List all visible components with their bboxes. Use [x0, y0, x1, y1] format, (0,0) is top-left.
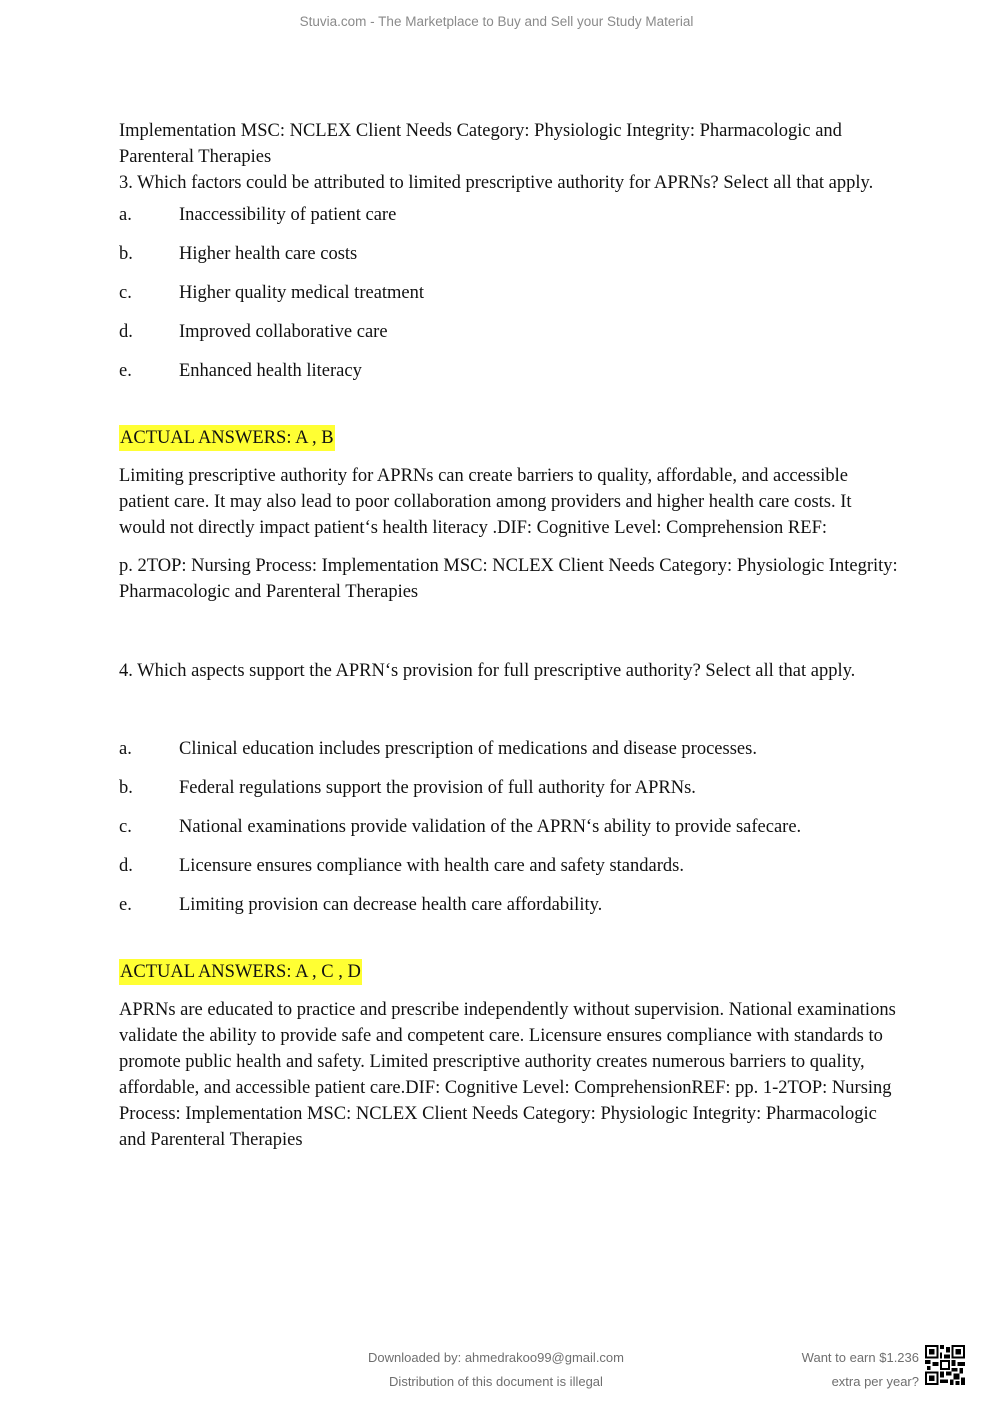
option-letter: d.: [119, 856, 133, 876]
option-letter: b.: [119, 244, 133, 264]
option-text: Improved collaborative care: [179, 322, 388, 342]
footer-center: [296, 1346, 696, 1394]
page-header: Stuvia.com - The Marketplace to Buy and Sell your Study Material: [299, 14, 694, 29]
option-text: Enhanced health literacy: [179, 361, 362, 381]
option-letter: c.: [119, 817, 132, 837]
q3-option-a: [119, 202, 899, 241]
document-body: [119, 118, 899, 1153]
option-text: Clinical education includes prescription of medications and disease processes.: [179, 739, 757, 759]
q2-tail-text: Implementation MSC: NCLEX Client Needs Category: Physiologic Integrity: Pharmacologic and Parenteral Therapies: [119, 121, 842, 167]
option-letter: e.: [119, 895, 132, 915]
earn-promo-line2[interactable]: extra per year?: [831, 1374, 919, 1389]
q4-option-a: [119, 736, 899, 775]
q4-answer-line: [119, 959, 899, 985]
earn-promo-line1[interactable]: Want to earn $1.236: [801, 1350, 919, 1365]
downloaded-by-text: Downloaded by: ahmedrakoo99@gmail.com: [367, 1350, 624, 1365]
q4-question: 4. Which aspects support the APRN‘s provision for full prescriptive authority? Select all that apply.: [119, 661, 856, 681]
option-text: Higher health care costs: [179, 244, 358, 264]
q4-option-d: [119, 853, 899, 892]
q3-options: [119, 202, 899, 397]
q3-question: 3. Which factors could be attributed to limited prescriptive authority for APRNs? Select all that apply.: [119, 173, 874, 193]
option-text: Higher quality medical treatment: [179, 283, 425, 303]
option-text: Inaccessibility of patient care: [179, 205, 397, 225]
q4-option-e: [119, 892, 899, 931]
option-letter: c.: [119, 283, 132, 303]
q4-options: [119, 736, 899, 931]
option-letter: a.: [119, 205, 132, 225]
earn-promo[interactable]: [719, 1346, 919, 1394]
q4-answer-highlight: ACTUAL ANSWERS: A , C , D: [119, 959, 362, 985]
q3-option-e: [119, 358, 899, 397]
option-letter: a.: [119, 739, 132, 759]
option-text: Limiting provision can decrease health care affordability.: [179, 895, 603, 915]
q4-option-b: [119, 775, 899, 814]
q3-option-b: [119, 241, 899, 280]
option-letter: e.: [119, 361, 132, 381]
q3-reference: p. 2TOP: Nursing Process: Implementation MSC: NCLEX Client Needs Category: Physiologic Integrity: Pharmacologic and Parenteral Therapies: [119, 556, 898, 602]
q3-option-c: [119, 280, 899, 319]
q4-rationale: APRNs are educated to practice and prescribe independently without supervision. National examinations validate the ability to provide safe and competent care. Licensure ensures compliance with standards to promote public health and safety. Limited prescriptive authority creates numerous barriers to quality, affordable, and accessible patient care.DIF: Cognitive Level: ComprehensionREF: pp. 1-2TOP: Nursing Process: Implementation MSC: NCLEX Client Needs Category: Physiologic Integrity: Pharmacologic and Parenteral Therapies: [119, 1000, 896, 1150]
option-text: Federal regulations support the provision of full authority for APRNs.: [179, 778, 696, 798]
q4-option-c: [119, 814, 899, 853]
q3-rationale: Limiting prescriptive authority for APRNs can create barriers to quality, affordable, and accessible patient care. It may also lead to poor collaboration among providers and higher health care costs. It would not directly impact patient‘s health literacy .DIF: Cognitive Level: Comprehension REF:: [119, 466, 852, 538]
option-letter: d.: [119, 322, 133, 342]
option-text: National examinations provide validation of the APRN‘s ability to provide safecare.: [179, 817, 802, 837]
option-text: Licensure ensures compliance with health care and safety standards.: [179, 856, 684, 876]
q3-answer-line: [119, 425, 899, 451]
distribution-notice: Distribution of this document is illegal: [389, 1374, 603, 1389]
option-letter: b.: [119, 778, 133, 798]
q3-answer-highlight: ACTUAL ANSWERS: A , B: [119, 425, 335, 451]
q3-option-d: [119, 319, 899, 358]
qr-code-icon[interactable]: [925, 1345, 965, 1385]
